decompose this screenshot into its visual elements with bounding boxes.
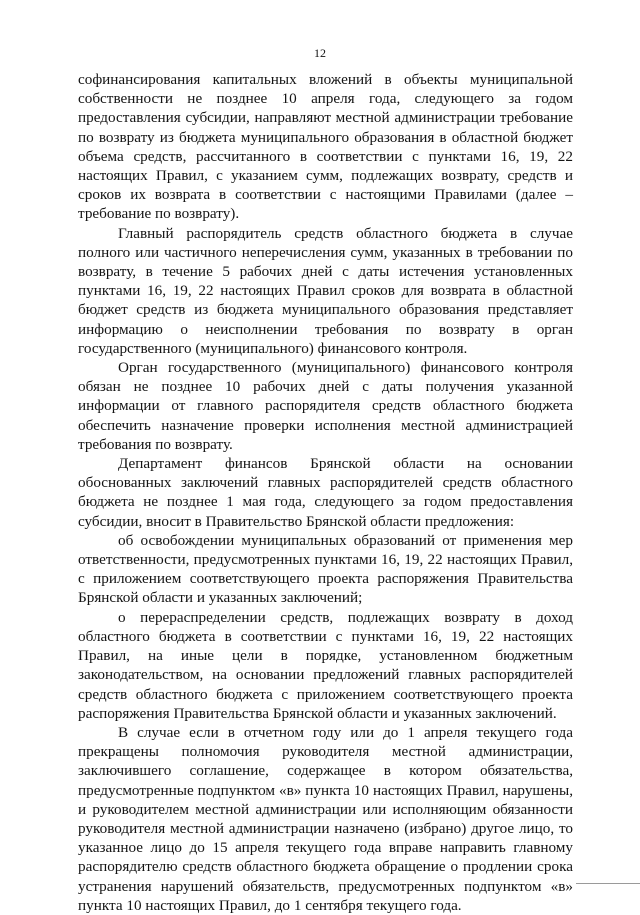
paragraph: Департамент финансов Брянской области на основании обоснованных заключений главных распорядителей средств областного бюджета не позднее 1 мая года, следующего за годом предоставления субсидии, вносит в Правительство Брянской области предложения:	[78, 455, 573, 530]
paragraph: Главный распорядитель средств областного бюджета в случае полного или частичного неперечисления сумм, указанных в требовании по возврату, в течение 5 рабочих дней с даты истечения установленных пунктами 16, 19, 22 настоящих Правил сроков для возврата в областной бюджет средств из бюджета муниципального образования представляет информацию о неисполнении требования по возврату в орган государственного (муниципального) финансового контроля.	[78, 224, 573, 357]
paragraph: Орган государственного (муниципального) финансового контроля обязан не позднее 10 рабочих дней с даты получения указанной информации от главного распорядителя средств областного бюджета обеспечить назначение проверки исполнения местной администрацией требования по возврату.	[78, 359, 573, 453]
paragraph: о перераспределении средств, подлежащих возврату в доход областного бюджета в соответствии с пунктами 16, 19, 22 настоящих Правил, на иные цели в порядке, установленном бюджетным законодательством, на основании предложений главных распорядителей средств областного бюджета с приложением соответствующего проекта распоряжения Правительства Брянской области и указанных заключений.	[78, 608, 573, 722]
document-body	[78, 70, 573, 915]
paragraph: об освобождении муниципальных образований от применения мер ответственности, предусмотренных пунктами 16, 19, 22 настоящих Правил, с приложением соответствующего проекта распоряжения Правительства Брянской области и указанных заключений;	[78, 531, 573, 607]
paragraph: софинансирования капитальных вложений в объекты муниципальной собственности не позднее 10 апреля года, следующего за годом предоставления субсидии, направляют местной администрации требование по возврату из бюджета муниципального образования в областной бюджет объема средств, рассчитанного в соответствии с пунктами 16, 19, 22 настоящих Правил, с указанием сумм, подлежащих возврату, средств и сроков их возврата в соответствии с настоящими Правилами (далее – требование по возврату).	[78, 71, 573, 223]
footer-divider	[576, 883, 640, 884]
paragraph: В случае если в отчетном году или до 1 апреля текущего года прекращены полномочия руководителя местной администрации, заключившего соглашение, содержащее в котором обязательства, предусмотренные подпунктом «в» пункта 10 настоящих Правил, нарушены, и руководителем местной администрации или исполняющим обязанности руководителя местной администрации назначено (избрано) другое лицо, то указанное лицо до 15 апреля текущего года вправе направить главному распорядителю средств областного бюджета обращение о продлении срока устранения нарушений обязательств, предусмотренных подпунктом «в» пункта 10 настоящих Правил, до 1 сентября текущего года.	[78, 723, 573, 914]
page-number: 12	[314, 46, 326, 60]
